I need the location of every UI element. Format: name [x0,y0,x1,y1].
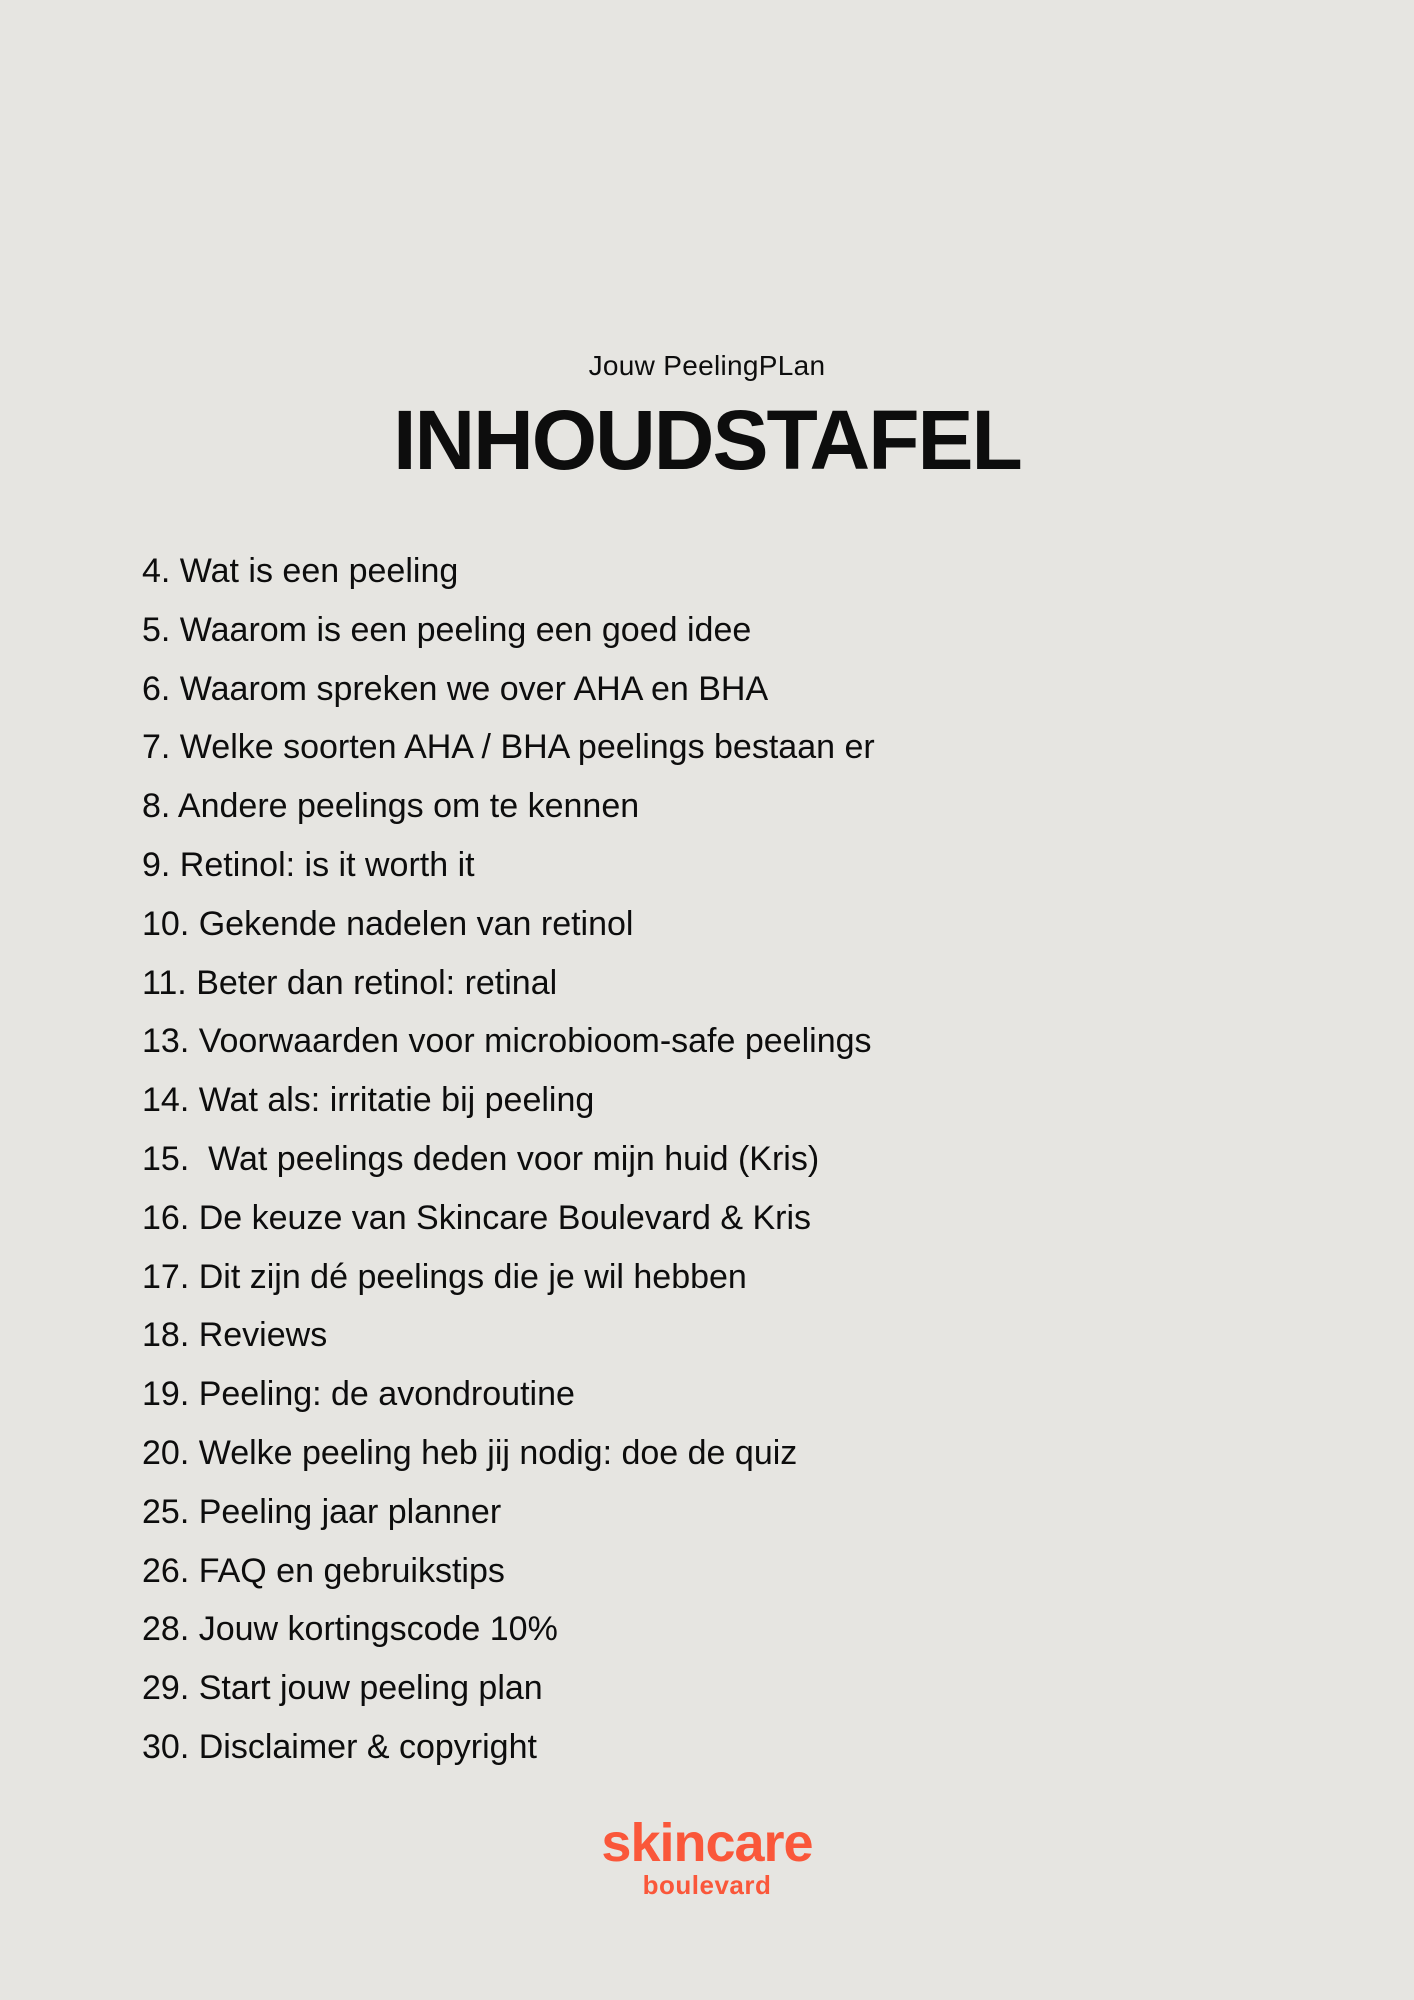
toc-item: 29. Start jouw peeling plan [142,1669,543,1708]
toc-item: 25. Peeling jaar planner [142,1492,502,1531]
toc-item: 17. Dit zijn dé peelings die je wil hebben [142,1257,747,1296]
toc-item: 6. Waarom spreken we over AHA en BHA [142,669,769,708]
toc-item: 30. Disclaimer & copyright [142,1727,537,1766]
toc-item: 5. Waarom is een peeling een goed idee [142,610,752,649]
toc-item: 26. FAQ en gebruikstips [142,1551,505,1590]
toc-item: 8. Andere peelings om te kennen [142,787,640,826]
toc-item: 7. Welke soorten AHA / BHA peelings bestaan er [142,728,875,767]
page-title: INHOUDSTAFEL [393,393,1021,487]
toc-item: 19. Peeling: de avondroutine [142,1375,575,1414]
toc-item: 9. Retinol: is it worth it [142,845,475,884]
logo-wordmark: skincare [601,1813,813,1873]
toc-item: 20. Welke peeling heb jij nodig: doe de quiz [142,1433,798,1472]
toc-item: 14. Wat als: irritatie bij peeling [142,1081,595,1120]
toc-item: 28. Jouw kortingscode 10% [142,1610,558,1649]
table-of-contents [142,548,875,1783]
brand-logo [0,1815,1414,1899]
toc-item: 13. Voorwaarden voor microbioom-safe peelings [142,1022,872,1061]
toc-item: 10. Gekende nadelen van retinol [142,904,634,943]
toc-item: 4. Wat is een peeling [142,552,459,590]
document-subtitle: Jouw PeelingPLan [588,350,826,381]
toc-item: 16. De keuze van Skincare Boulevard & Kris [142,1198,812,1237]
toc-item: 11. Beter dan retinol: retinal [142,963,558,1002]
toc-item: 18. Reviews [142,1316,328,1355]
toc-item: 15. Wat peelings deden voor mijn huid (Kris) [142,1139,820,1178]
logo-subline: boulevard [642,1870,772,1900]
